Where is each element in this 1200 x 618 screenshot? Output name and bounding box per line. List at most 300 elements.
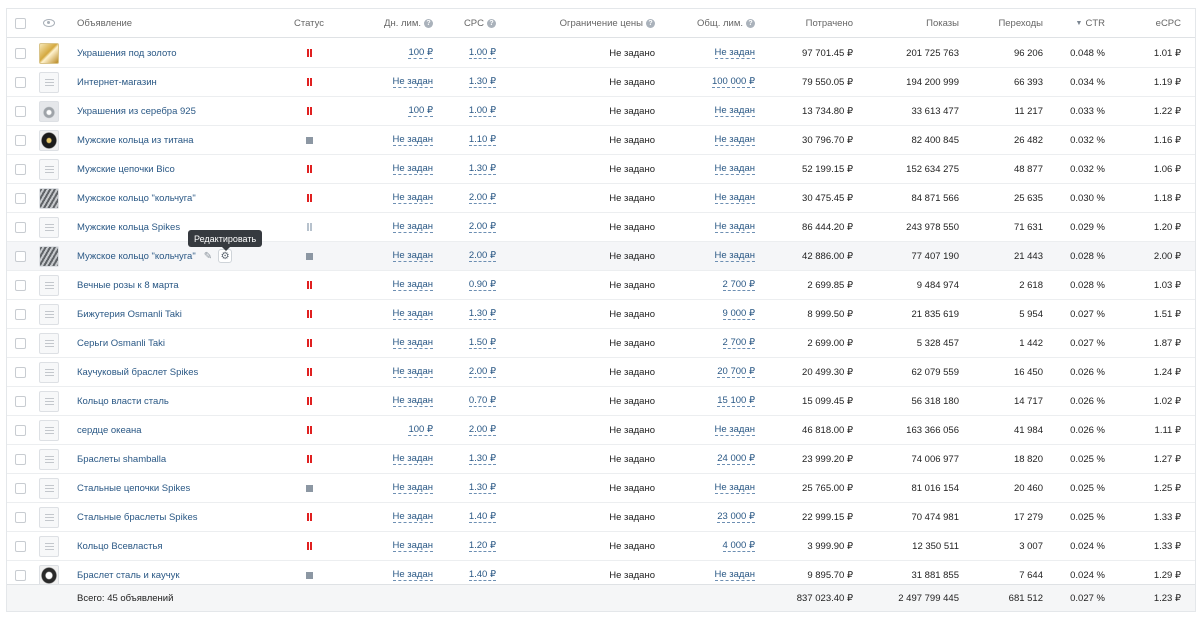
cpc-value[interactable]: 1.30 ₽ <box>468 308 496 319</box>
row-spent: 8 999.50 ₽ <box>807 308 853 320</box>
row-price-limit: Не задано <box>609 366 655 378</box>
cpc-value[interactable]: 2.00 ₽ <box>468 192 496 203</box>
row-checkbox[interactable] <box>15 48 26 59</box>
column-price-limit-label: Ограничение цены <box>559 17 643 29</box>
row-status-cell <box>289 532 329 560</box>
cpc-value[interactable]: 1.40 ₽ <box>468 569 496 580</box>
daily-value[interactable]: 100 ₽ <box>408 105 433 116</box>
row-status-cell <box>289 242 329 270</box>
ad-name-link[interactable]: Стальные браслеты Spikes <box>77 511 198 523</box>
row-spent: 86 444.20 ₽ <box>802 221 853 233</box>
row-total-limit-cell <box>667 416 755 444</box>
status-running-icon[interactable] <box>307 78 312 86</box>
table-row[interactable] <box>7 126 1195 155</box>
table-row[interactable] <box>7 387 1195 416</box>
row-cpc-cell <box>443 387 496 415</box>
status-running-icon[interactable] <box>307 49 312 57</box>
row-shows: 5 328 457 <box>916 337 959 349</box>
daily-value[interactable]: Не задан <box>392 279 433 290</box>
daily-value[interactable]: Не задан <box>392 308 433 319</box>
row-shows: 74 006 977 <box>911 453 959 465</box>
ad-preview-placeholder-icon[interactable] <box>39 72 59 93</box>
row-price-limit: Не задано <box>609 279 655 291</box>
ad-preview-placeholder-icon[interactable] <box>39 217 59 238</box>
status-running-icon[interactable] <box>307 397 312 405</box>
row-clicks: 11 217 <box>1014 105 1043 117</box>
total-value[interactable]: 20 700 ₽ <box>717 366 755 377</box>
total-value[interactable]: Не задан <box>714 569 755 580</box>
row-spent: 20 499.30 ₽ <box>802 366 853 378</box>
ad-preview-image[interactable] <box>39 130 59 151</box>
gear-icon[interactable]: ⚙ <box>218 249 232 263</box>
row-status-cell <box>289 213 329 241</box>
table-row[interactable] <box>7 445 1195 474</box>
row-daily-limit-cell <box>347 271 433 299</box>
row-total-limit-cell <box>667 39 755 67</box>
row-shows: 62 079 559 <box>911 366 959 378</box>
row-shows: 9 484 974 <box>916 279 959 291</box>
row-price-limit: Не задано <box>609 250 655 262</box>
daily-value[interactable]: Не задан <box>392 366 433 377</box>
status-running-icon[interactable] <box>307 310 312 318</box>
row-cpc-cell <box>443 184 496 212</box>
row-ctr: 0.025 % <box>1070 482 1105 494</box>
pencil-icon[interactable]: ✎ <box>203 250 213 262</box>
row-thumb-cell <box>37 532 61 560</box>
ad-name-link[interactable]: сердце океана <box>77 424 142 436</box>
cpc-value[interactable]: 1.10 ₽ <box>468 134 496 145</box>
cpc-value[interactable]: 2.00 ₽ <box>468 221 496 232</box>
daily-value[interactable]: Не задан <box>392 395 433 406</box>
table-row[interactable] <box>7 474 1195 503</box>
footer-ctr: 0.027 % <box>1070 592 1105 604</box>
cpc-value[interactable]: 1.30 ₽ <box>468 76 496 87</box>
row-clicks: 17 279 <box>1013 511 1043 523</box>
ad-name-link[interactable]: Кольцо Всевластья <box>77 540 163 552</box>
table-row[interactable] <box>7 503 1195 532</box>
row-clicks: 66 393 <box>1013 76 1043 88</box>
row-spent: 22 999.15 ₽ <box>802 511 853 523</box>
column-ad-label: Объявление <box>77 17 133 29</box>
table-footer <box>7 584 1195 611</box>
row-spent: 3 999.90 ₽ <box>807 540 853 552</box>
ad-preview-placeholder-icon[interactable] <box>39 478 59 499</box>
row-ecpc: 1.27 ₽ <box>1153 453 1181 465</box>
ad-name-link[interactable]: Серьги Osmanli Taki <box>77 337 165 349</box>
select-all-checkbox[interactable] <box>15 18 26 29</box>
cpc-value[interactable]: 1.00 ₽ <box>468 105 496 116</box>
eye-icon[interactable] <box>43 19 55 27</box>
ad-name-link[interactable]: Мужские кольца из титана <box>77 134 194 146</box>
row-status-cell <box>289 97 329 125</box>
cpc-value[interactable]: 0.90 ₽ <box>468 279 496 290</box>
row-thumb-cell <box>37 416 61 444</box>
column-cpc[interactable] <box>443 9 496 37</box>
table-row[interactable] <box>7 300 1195 329</box>
ad-preview-placeholder-icon[interactable] <box>39 159 59 180</box>
total-value[interactable]: 100 000 ₽ <box>711 76 755 87</box>
column-clicks[interactable] <box>969 9 1043 37</box>
ad-name-link[interactable]: Интернет-магазин <box>77 76 157 88</box>
ad-preview-placeholder-icon[interactable] <box>39 391 59 412</box>
row-select-cell <box>15 329 29 357</box>
column-status-label: Статус <box>293 17 325 29</box>
column-shows[interactable] <box>865 9 959 37</box>
row-shows: 201 725 763 <box>906 47 959 59</box>
ad-preview-image[interactable] <box>39 43 59 64</box>
status-pending-icon[interactable] <box>307 223 312 231</box>
row-shows: 21 835 619 <box>911 308 959 320</box>
ad-preview-placeholder-icon[interactable] <box>39 304 59 325</box>
row-shows: 243 978 550 <box>906 221 959 233</box>
row-shows: 77 407 190 <box>911 250 959 262</box>
column-daily-limit[interactable] <box>347 9 433 37</box>
row-total-limit-cell <box>667 155 755 183</box>
row-cpc-cell <box>443 358 496 386</box>
row-select-cell <box>15 242 29 270</box>
row-ecpc: 1.51 ₽ <box>1153 308 1181 320</box>
total-value[interactable]: 2 700 ₽ <box>722 279 755 290</box>
row-checkbox[interactable] <box>15 425 26 436</box>
cpc-value[interactable]: 2.00 ₽ <box>468 366 496 377</box>
cpc-value[interactable]: 1.30 ₽ <box>468 453 496 464</box>
row-ecpc: 1.24 ₽ <box>1153 366 1181 378</box>
row-checkbox[interactable] <box>15 193 26 204</box>
ad-name-link[interactable]: Стальные цепочки Spikes <box>77 482 191 494</box>
ad-preview-image[interactable] <box>39 565 59 586</box>
row-ctr: 0.029 % <box>1070 221 1105 233</box>
total-value[interactable]: 15 100 ₽ <box>717 395 755 406</box>
row-clicks: 5 954 <box>1019 308 1043 320</box>
row-checkbox[interactable] <box>15 222 26 233</box>
row-shows: 163 366 056 <box>906 424 959 436</box>
status-stopped-icon[interactable] <box>306 572 313 579</box>
edit-tooltip-text: Редактировать <box>194 233 257 244</box>
row-ecpc: 1.29 ₽ <box>1153 569 1181 581</box>
row-daily-limit-cell <box>347 300 433 328</box>
row-daily-limit-cell <box>347 97 433 125</box>
row-status-cell <box>289 416 329 444</box>
ad-name-link[interactable]: Мужское кольцо "кольчуга" <box>77 192 196 204</box>
daily-value[interactable]: Не задан <box>392 134 433 145</box>
row-daily-limit-cell <box>347 242 433 270</box>
row-cpc-cell <box>443 97 496 125</box>
row-ecpc: 1.06 ₽ <box>1153 163 1181 175</box>
row-spent: 79 550.05 ₽ <box>802 76 853 88</box>
row-checkbox[interactable] <box>15 512 26 523</box>
ad-preview-placeholder-icon[interactable] <box>39 333 59 354</box>
ad-name-link[interactable]: Кольцо власти сталь <box>77 395 169 407</box>
table-row[interactable] <box>7 358 1195 387</box>
status-stopped-icon[interactable] <box>306 253 313 260</box>
row-checkbox[interactable] <box>15 135 26 146</box>
row-shows: 84 871 566 <box>911 192 959 204</box>
row-ctr: 0.026 % <box>1070 366 1105 378</box>
ad-preview-image[interactable] <box>39 101 59 122</box>
ad-preview-image[interactable] <box>39 188 59 209</box>
daily-value[interactable]: 100 ₽ <box>408 424 433 435</box>
row-select-cell <box>15 532 29 560</box>
status-running-icon[interactable] <box>307 281 312 289</box>
row-ctr: 0.032 % <box>1070 163 1105 175</box>
footer-total-label <box>77 585 242 611</box>
row-thumb-cell <box>37 213 61 241</box>
row-price-limit: Не задано <box>609 511 655 523</box>
cpc-value[interactable]: 2.00 ₽ <box>468 250 496 261</box>
status-running-icon[interactable] <box>307 107 312 115</box>
column-price-limit[interactable] <box>507 9 655 37</box>
ad-name-link[interactable]: Бижутерия Osmanli Taki <box>77 308 182 320</box>
total-value[interactable]: 4 000 ₽ <box>722 540 755 551</box>
row-ctr: 0.032 % <box>1070 134 1105 146</box>
row-daily-limit-cell <box>347 387 433 415</box>
table-row[interactable] <box>7 213 1195 242</box>
row-select-cell <box>15 97 29 125</box>
row-checkbox[interactable] <box>15 77 26 88</box>
ad-name-link[interactable]: Вечные розы к 8 марта <box>77 279 179 291</box>
status-running-icon[interactable] <box>307 513 312 521</box>
table-row[interactable] <box>7 39 1195 68</box>
cpc-value[interactable]: 1.50 ₽ <box>468 337 496 348</box>
row-spent: 9 895.70 ₽ <box>807 569 853 581</box>
footer-spent: 837 023.40 ₽ <box>796 592 853 604</box>
total-value[interactable]: Не задан <box>714 482 755 493</box>
status-running-icon[interactable] <box>307 339 312 347</box>
daily-value[interactable]: Не задан <box>392 482 433 493</box>
row-status-cell <box>289 445 329 473</box>
table-row[interactable] <box>7 242 1195 271</box>
row-daily-limit-cell <box>347 68 433 96</box>
preview-column <box>37 9 61 37</box>
table-row[interactable] <box>7 329 1195 358</box>
row-thumb-cell <box>37 39 61 67</box>
row-status-cell <box>289 39 329 67</box>
row-cpc-cell <box>443 445 496 473</box>
row-status-cell <box>289 387 329 415</box>
total-value[interactable]: 24 000 ₽ <box>717 453 755 464</box>
row-checkbox[interactable] <box>15 251 26 262</box>
total-value[interactable]: Не задан <box>714 105 755 116</box>
cpc-value[interactable]: 1.30 ₽ <box>468 163 496 174</box>
total-value[interactable]: Не задан <box>714 424 755 435</box>
ad-preview-placeholder-icon[interactable] <box>39 275 59 296</box>
status-running-icon[interactable] <box>307 368 312 376</box>
row-checkbox[interactable] <box>15 106 26 117</box>
row-spent: 2 699.00 ₽ <box>807 337 853 349</box>
daily-value[interactable]: Не задан <box>392 337 433 348</box>
row-cpc-cell <box>443 329 496 357</box>
status-running-icon[interactable] <box>307 542 312 550</box>
daily-value[interactable]: Не задан <box>392 192 433 203</box>
daily-value[interactable]: 100 ₽ <box>408 47 433 58</box>
row-price-limit: Не задано <box>609 105 655 117</box>
ad-preview-placeholder-icon[interactable] <box>39 536 59 557</box>
row-checkbox[interactable] <box>15 541 26 552</box>
row-total-limit-cell <box>667 68 755 96</box>
row-total-limit-cell <box>667 445 755 473</box>
row-status-cell <box>289 184 329 212</box>
row-daily-limit-cell <box>347 126 433 154</box>
row-checkbox[interactable] <box>15 367 26 378</box>
ad-name-link[interactable]: Мужские кольца Spikes <box>77 221 181 233</box>
row-total-limit-cell <box>667 242 755 270</box>
cpc-value[interactable]: 1.30 ₽ <box>468 482 496 493</box>
row-cpc-cell <box>443 213 496 241</box>
status-stopped-icon[interactable] <box>306 485 313 492</box>
ad-preview-image[interactable] <box>39 246 59 267</box>
column-ecpc[interactable] <box>1115 9 1181 37</box>
total-value[interactable]: Не задан <box>714 192 755 203</box>
row-name-cell <box>77 387 242 415</box>
row-clicks: 26 482 <box>1013 134 1043 146</box>
row-checkbox[interactable] <box>15 309 26 320</box>
help-icon[interactable]: ? <box>746 19 755 28</box>
row-thumb-cell <box>37 358 61 386</box>
ad-preview-placeholder-icon[interactable] <box>39 449 59 470</box>
row-select-cell <box>15 155 29 183</box>
ad-preview-placeholder-icon[interactable] <box>39 362 59 383</box>
cpc-value[interactable]: 0.70 ₽ <box>468 395 496 406</box>
total-value[interactable]: 2 700 ₽ <box>722 337 755 348</box>
row-ctr: 0.027 % <box>1070 337 1105 349</box>
table-row[interactable] <box>7 97 1195 126</box>
help-icon[interactable]: ? <box>646 19 655 28</box>
row-ecpc: 1.22 ₽ <box>1153 105 1181 117</box>
row-checkbox[interactable] <box>15 164 26 175</box>
total-value[interactable]: 23 000 ₽ <box>717 511 755 522</box>
row-name-cell <box>77 416 242 444</box>
table-row[interactable] <box>7 416 1195 445</box>
total-value[interactable]: Не задан <box>714 134 755 145</box>
row-checkbox[interactable] <box>15 570 26 581</box>
column-ecpc-label: eCPC <box>1155 17 1181 29</box>
row-ctr: 0.027 % <box>1070 308 1105 320</box>
row-cpc-cell <box>443 474 496 502</box>
ad-name-link[interactable]: Браслеты shamballa <box>77 453 167 465</box>
ad-name-link[interactable]: Мужские цепочки Bico <box>77 163 175 175</box>
row-spent: 2 699.85 ₽ <box>807 279 853 291</box>
footer-shows: 2 497 799 445 <box>898 592 959 604</box>
cpc-value[interactable]: 1.20 ₽ <box>468 540 496 551</box>
daily-value[interactable]: Не задан <box>392 163 433 174</box>
row-select-cell <box>15 387 29 415</box>
row-thumb-cell <box>37 126 61 154</box>
sort-desc-icon: ▼ <box>1075 19 1083 27</box>
row-checkbox[interactable] <box>15 396 26 407</box>
row-shows: 70 474 981 <box>911 511 959 523</box>
row-status-cell <box>289 474 329 502</box>
column-spent[interactable] <box>765 9 853 37</box>
ad-name-link[interactable]: Украшения под золото <box>77 47 177 59</box>
status-running-icon[interactable] <box>307 165 312 173</box>
row-cpc-cell <box>443 503 496 531</box>
status-running-icon[interactable] <box>307 426 312 434</box>
row-checkbox[interactable] <box>15 483 26 494</box>
row-name-cell <box>77 358 242 386</box>
row-clicks: 71 631 <box>1013 221 1043 233</box>
row-status-cell <box>289 126 329 154</box>
total-value[interactable]: Не задан <box>714 221 755 232</box>
ad-preview-placeholder-icon[interactable] <box>39 420 59 441</box>
column-shows-label: Показы <box>926 17 959 29</box>
daily-value[interactable]: Не задан <box>392 250 433 261</box>
row-daily-limit-cell <box>347 155 433 183</box>
daily-value[interactable]: Не задан <box>392 569 433 580</box>
status-running-icon[interactable] <box>307 455 312 463</box>
ads-table <box>6 8 1196 612</box>
row-price-limit: Не задано <box>609 540 655 552</box>
table-row[interactable] <box>7 532 1195 561</box>
ad-name-link[interactable]: Каучуковый браслет Spikes <box>77 366 199 378</box>
row-thumb-cell <box>37 445 61 473</box>
row-daily-limit-cell <box>347 503 433 531</box>
row-name-cell <box>77 184 242 212</box>
row-spent: 25 765.00 ₽ <box>802 482 853 494</box>
row-thumb-cell <box>37 68 61 96</box>
cpc-value[interactable]: 1.00 ₽ <box>468 47 496 58</box>
daily-value[interactable]: Не задан <box>392 511 433 522</box>
daily-value[interactable]: Не задан <box>392 221 433 232</box>
help-icon[interactable]: ? <box>487 19 496 28</box>
cpc-value[interactable]: 2.00 ₽ <box>468 424 496 435</box>
row-ecpc: 1.16 ₽ <box>1153 134 1181 146</box>
ad-name-link[interactable]: Украшения из серебра 925 <box>77 105 196 117</box>
row-checkbox[interactable] <box>15 280 26 291</box>
column-ctr[interactable] <box>1055 9 1105 37</box>
row-status-cell <box>289 300 329 328</box>
row-ctr: 0.030 % <box>1070 192 1105 204</box>
row-ecpc: 1.87 ₽ <box>1153 337 1181 349</box>
row-total-limit-cell <box>667 329 755 357</box>
row-checkbox[interactable] <box>15 338 26 349</box>
column-ad[interactable] <box>77 9 242 37</box>
daily-value[interactable]: Не задан <box>392 453 433 464</box>
column-total-limit[interactable] <box>667 9 755 37</box>
table-row[interactable] <box>7 155 1195 184</box>
row-cpc-cell <box>443 68 496 96</box>
column-status[interactable] <box>289 9 329 37</box>
row-name-cell <box>77 97 242 125</box>
row-checkbox[interactable] <box>15 454 26 465</box>
total-value[interactable]: Не задан <box>714 163 755 174</box>
table-row[interactable] <box>7 68 1195 97</box>
table-row[interactable] <box>7 184 1195 213</box>
row-spent: 42 886.00 ₽ <box>802 250 853 262</box>
table-row[interactable] <box>7 271 1195 300</box>
ad-name-link[interactable]: Мужское кольцо "кольчуга" <box>77 250 196 262</box>
ad-preview-placeholder-icon[interactable] <box>39 507 59 528</box>
row-clicks: 48 877 <box>1013 163 1043 175</box>
row-cpc-cell <box>443 532 496 560</box>
ad-name-link[interactable]: Браслет сталь и каучук <box>77 569 180 581</box>
daily-value[interactable]: Не задан <box>392 540 433 551</box>
row-spent: 46 818.00 ₽ <box>802 424 853 436</box>
total-value[interactable]: Не задан <box>714 47 755 58</box>
total-value[interactable]: 9 000 ₽ <box>722 308 755 319</box>
row-cpc-cell <box>443 416 496 444</box>
row-ctr: 0.024 % <box>1070 540 1105 552</box>
help-icon[interactable]: ? <box>424 19 433 28</box>
row-price-limit: Не задано <box>609 134 655 146</box>
daily-value[interactable]: Не задан <box>392 76 433 87</box>
status-running-icon[interactable] <box>307 194 312 202</box>
status-stopped-icon[interactable] <box>306 137 313 144</box>
row-name-cell <box>77 39 242 67</box>
total-value[interactable]: Не задан <box>714 250 755 261</box>
row-select-cell <box>15 503 29 531</box>
cpc-value[interactable]: 1.40 ₽ <box>468 511 496 522</box>
row-price-limit: Не задано <box>609 163 655 175</box>
